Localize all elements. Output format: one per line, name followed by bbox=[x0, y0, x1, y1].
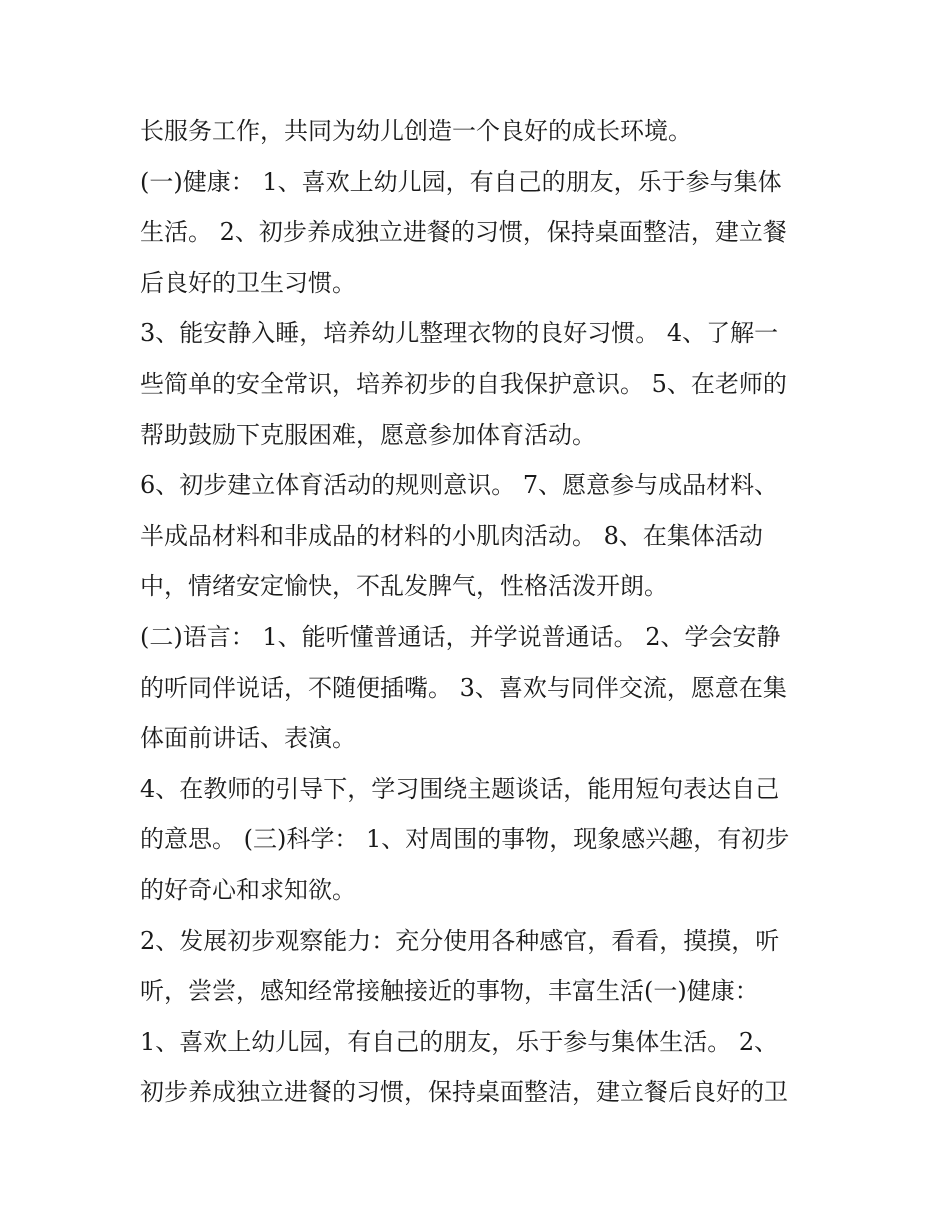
text-line: (二)语言： 1、能听懂普通话，并学说普通话。 2、学会安静 bbox=[140, 622, 781, 651]
text-line: 1、喜欢上幼儿园，有自己的朋友，乐于参与集体生活。 2、 bbox=[140, 1027, 779, 1056]
text-line: 4、在教师的引导下，学习围绕主题谈话，能用短句表达自己 bbox=[140, 774, 780, 803]
text-line: 中，情绪安定愉快，不乱发脾气，性格活泼开朗。 bbox=[140, 572, 668, 601]
text-line: 的意思。 (三)科学： 1、对周围的事物，现象感兴趣，有初步 bbox=[140, 825, 790, 854]
text-line: 3、能安静入睡，培养幼儿整理衣物的良好习惯。 4、了解一 bbox=[140, 319, 779, 348]
text-line: 长服务工作，共同为幼儿创造一个良好的成长环境。 bbox=[140, 117, 692, 145]
text-line: 体面前讲话、表演。 bbox=[140, 724, 356, 753]
text-line: 后良好的卫生习惯。 bbox=[140, 268, 356, 297]
text-line: (一)健康： 1、喜欢上幼儿园，有自己的朋友，乐于参与集体 bbox=[140, 167, 782, 196]
text-line: 2、发展初步观察能力：充分使用各种感官，看看，摸摸，听 bbox=[140, 926, 780, 955]
text-line: 初步养成独立进餐的习惯，保持桌面整洁，建立餐后良好的卫 bbox=[140, 1078, 788, 1107]
text-line: 的听同伴说话，不随便插嘴。 3、喜欢与同伴交流，愿意在集 bbox=[140, 673, 787, 702]
text-line: 的好奇心和求知欲。 bbox=[140, 875, 356, 904]
body-text bbox=[140, 106, 830, 1118]
text-line: 帮助鼓励下克服困难，愿意参加体育活动。 bbox=[140, 420, 596, 449]
text-line: 些简单的安全常识，培养初步的自我保护意识。 5、在老师的 bbox=[140, 369, 787, 398]
text-line: 生活。 2、初步养成独立进餐的习惯，保持桌面整洁，建立餐 bbox=[140, 218, 787, 247]
text-line: 听，尝尝，感知经常接触接近的事物，丰富生活(一)健康： bbox=[140, 977, 759, 1006]
text-line: 6、初步建立体育活动的规则意识。 7、愿意参与成品材料、 bbox=[140, 471, 779, 500]
text-line: 半成品材料和非成品的材料的小肌肉活动。 8、在集体活动 bbox=[140, 521, 763, 550]
